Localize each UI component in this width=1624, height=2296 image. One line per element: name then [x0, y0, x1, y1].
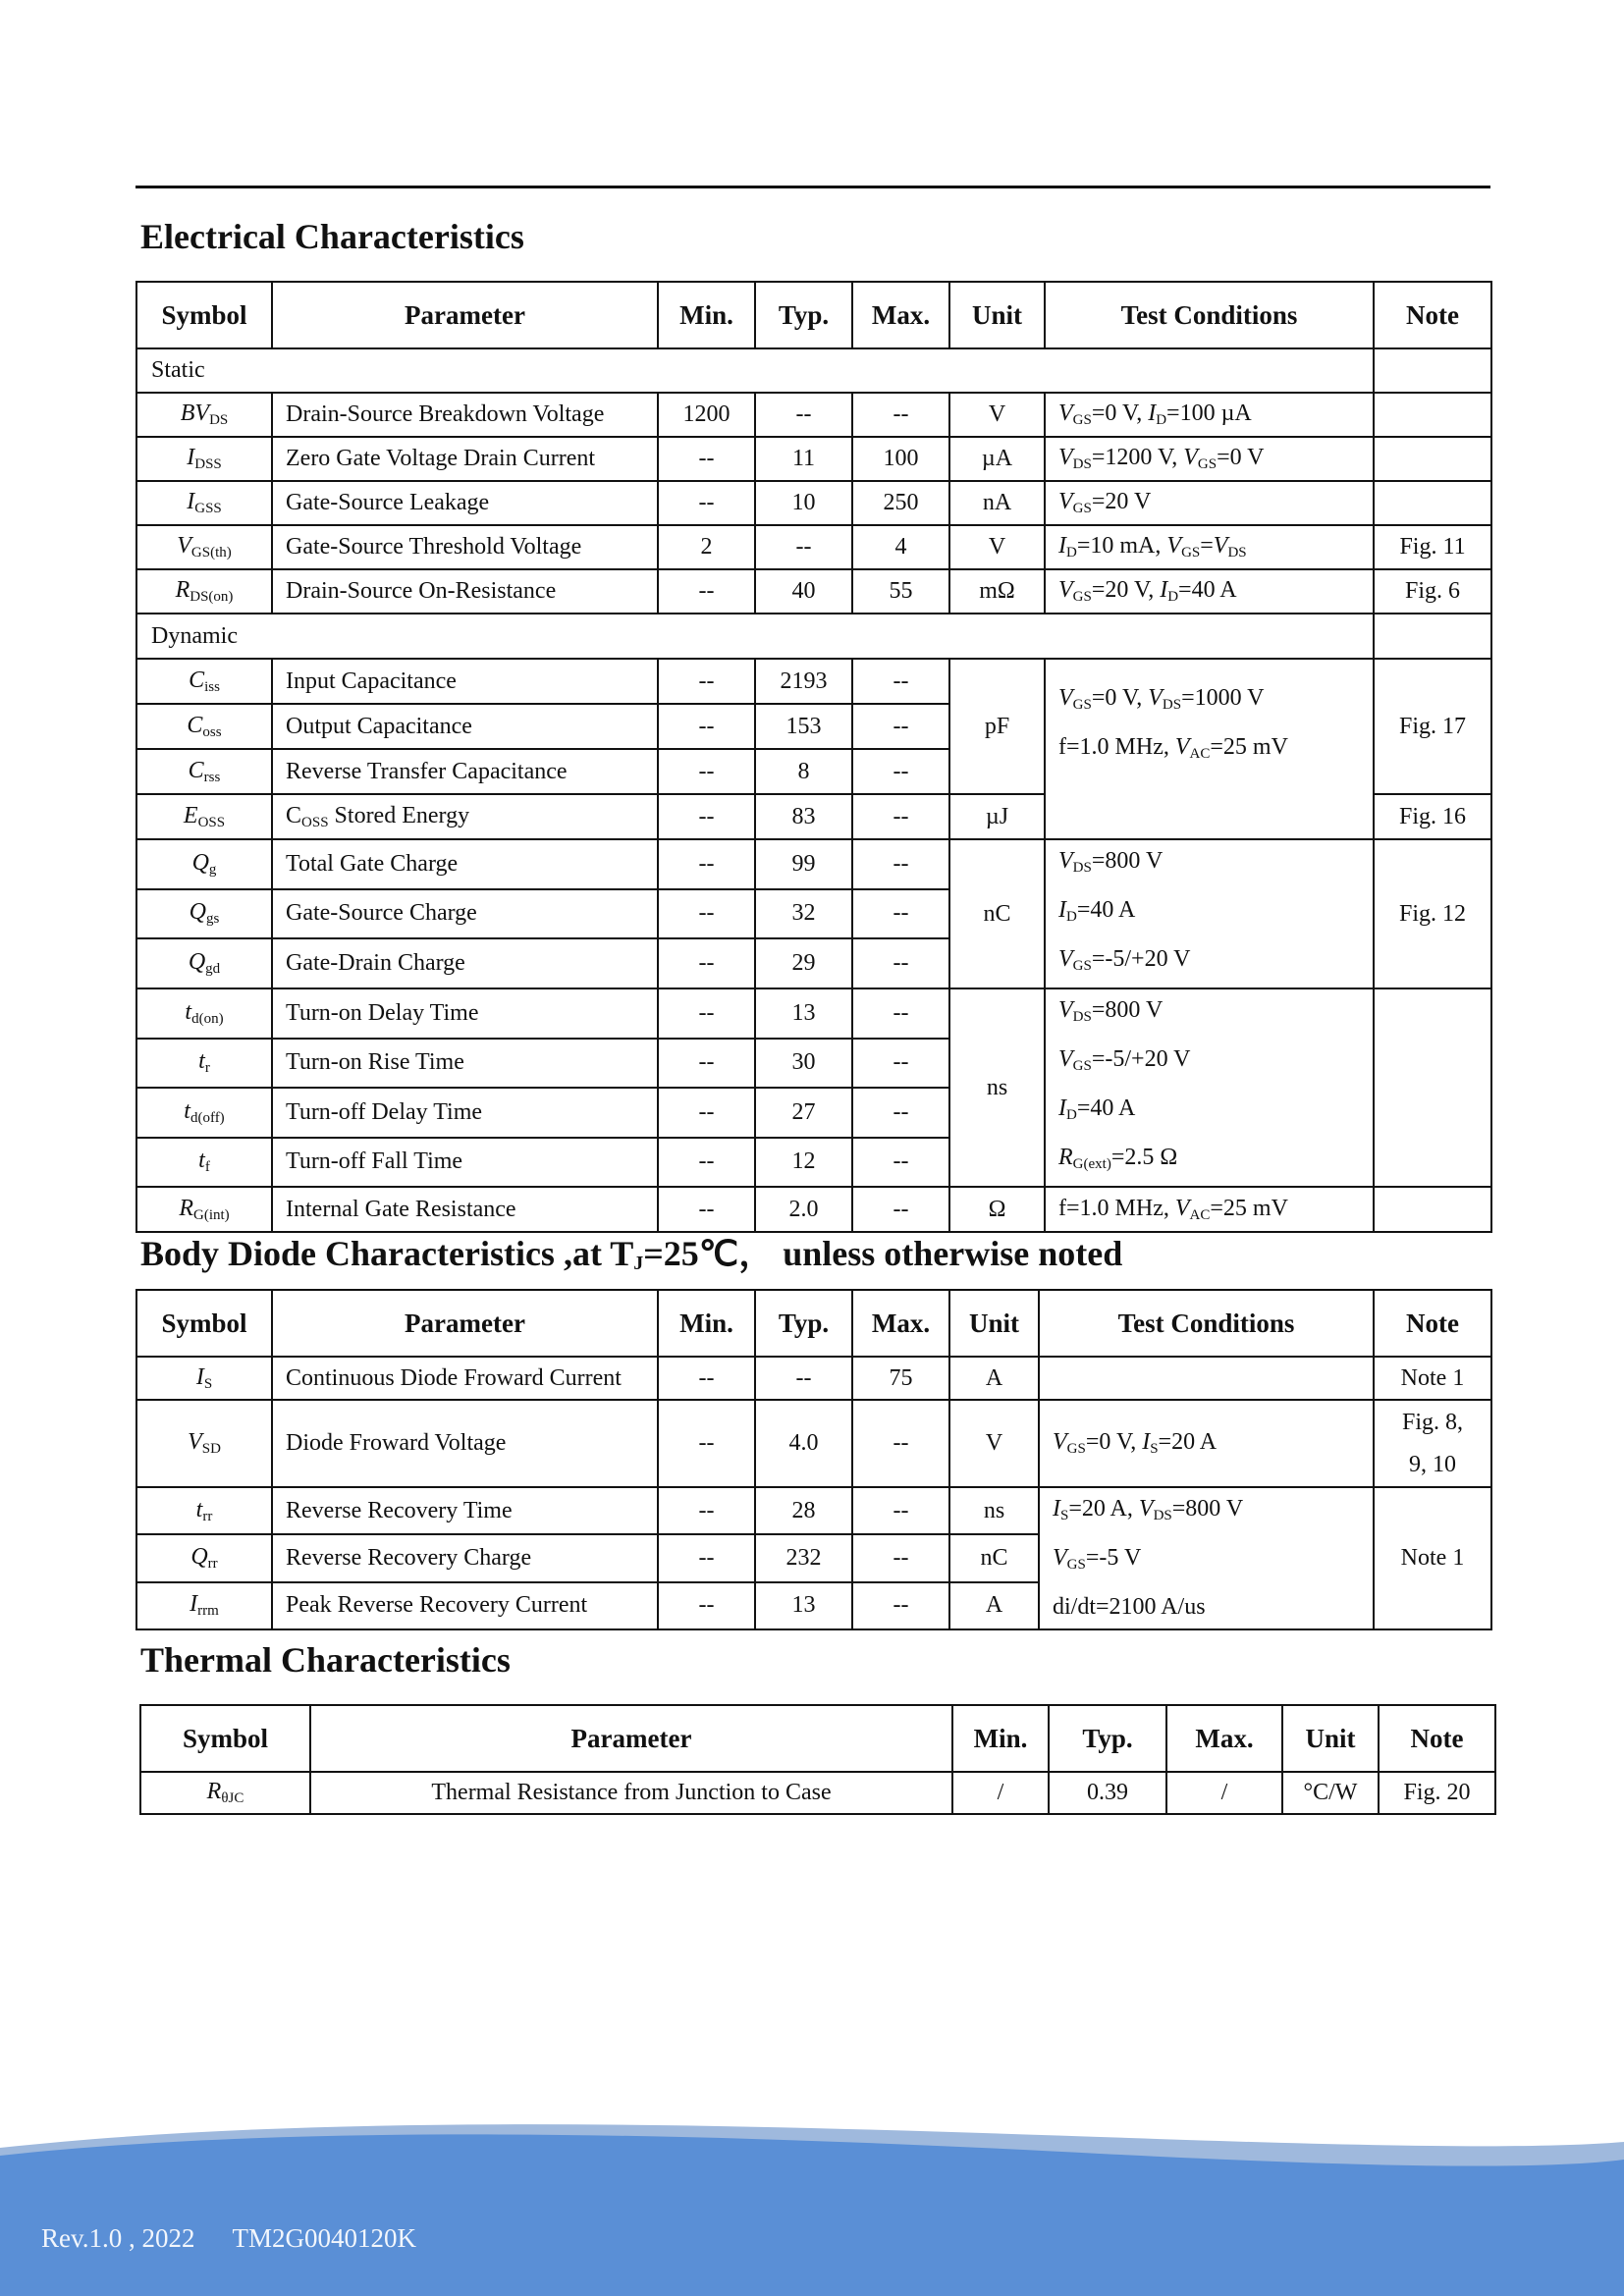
min-cell: -- [658, 659, 755, 704]
max-cell: -- [852, 659, 949, 704]
symbol-cell: $I_{DSS}$ [136, 437, 272, 481]
max-cell: -- [852, 1534, 949, 1581]
footer-text [41, 2223, 454, 2254]
section-title-body-diode: Body Diode Characteristics ,at $T_J=25℃$， unless otherwise noted [140, 1234, 1123, 1274]
parameter-cell: Gate-Drain Charge [272, 938, 658, 988]
header-parameter: Parameter [272, 282, 658, 348]
min-cell: -- [658, 1357, 755, 1400]
max-cell: -- [852, 839, 949, 889]
test-condition-cell: $V_{DS}=800$ V $I_D=40$ A $V_{GS}=-5/+20$ V [1045, 839, 1374, 988]
table-row [140, 1772, 1495, 1814]
test-condition-cell: $I_S=20$ A, $V_{DS}=800$ V $V_{GS}=-5$ V di/dt=2100 A/us [1039, 1487, 1374, 1629]
unit-cell: ns [949, 1487, 1039, 1534]
top-rule [135, 186, 1490, 188]
typ-cell: -- [755, 393, 852, 437]
typ-cell: -- [755, 1357, 852, 1400]
typ-cell: 83 [755, 794, 852, 839]
min-cell: -- [658, 1487, 755, 1534]
parameter-cell: Turn-on Rise Time [272, 1039, 658, 1089]
note-cell: Fig. 20 [1379, 1772, 1495, 1814]
test-condition-cell: $V_{GS}=20$ V [1045, 481, 1374, 525]
symbol-cell: $C_{rss}$ [136, 749, 272, 794]
typ-cell: 2.0 [755, 1187, 852, 1232]
header-symbol: Symbol [136, 282, 272, 348]
min-cell: -- [658, 794, 755, 839]
header-min: Min. [658, 1290, 755, 1357]
min-cell: -- [658, 569, 755, 614]
symbol-cell: $t_{rr}$ [136, 1487, 272, 1534]
header-typ: Typ. [1049, 1705, 1166, 1772]
symbol-cell: $BV_{DS}$ [136, 393, 272, 437]
symbol-cell: $t_{d(on)}$ [136, 988, 272, 1039]
typ-cell: -- [755, 525, 852, 569]
typ-cell: 11 [755, 437, 852, 481]
note-cell [1374, 437, 1491, 481]
typ-cell: 232 [755, 1534, 852, 1581]
parameter-cell: Internal Gate Resistance [272, 1187, 658, 1232]
parameter-cell: Gate-Source Threshold Voltage [272, 525, 658, 569]
unit-cell: V [949, 393, 1045, 437]
table-row [136, 1357, 1491, 1400]
typ-cell: 12 [755, 1138, 852, 1188]
parameter-cell: Diode Froward Voltage [272, 1400, 658, 1487]
section-title-thermal: Thermal Characteristics [140, 1640, 511, 1680]
unit-cell: A [949, 1357, 1039, 1400]
unit-cell: µJ [949, 794, 1045, 839]
parameter-cell: Zero Gate Voltage Drain Current [272, 437, 658, 481]
symbol-cell: $Q_{gs}$ [136, 889, 272, 939]
body-diode-table [135, 1289, 1492, 1630]
table-header-row [140, 1705, 1495, 1772]
test-condition-cell: $V_{DS}=1200$ V, $V_{GS}=0$ V [1045, 437, 1374, 481]
max-cell: -- [852, 1039, 949, 1089]
max-cell: -- [852, 938, 949, 988]
table-row [136, 481, 1491, 525]
typ-cell: 30 [755, 1039, 852, 1089]
header-symbol: Symbol [136, 1290, 272, 1357]
header-unit: Unit [1282, 1705, 1379, 1772]
max-cell: -- [852, 704, 949, 749]
min-cell: 1200 [658, 393, 755, 437]
max-cell: -- [852, 393, 949, 437]
table-header-row [136, 282, 1491, 348]
parameter-cell: Reverse Recovery Charge [272, 1534, 658, 1581]
symbol-cell: $Q_{gd}$ [136, 938, 272, 988]
parameter-cell: Drain-Source On-Resistance [272, 569, 658, 614]
header-max: Max. [1166, 1705, 1282, 1772]
header-unit: Unit [949, 1290, 1039, 1357]
typ-cell: 99 [755, 839, 852, 889]
note-cell: Fig. 17 [1374, 659, 1491, 794]
note-cell: Note 1 [1374, 1357, 1491, 1400]
min-cell: -- [658, 1039, 755, 1089]
min-cell: / [952, 1772, 1049, 1814]
header-unit: Unit [949, 282, 1045, 348]
typ-cell: 4.0 [755, 1400, 852, 1487]
unit-cell: µA [949, 437, 1045, 481]
min-cell: -- [658, 1534, 755, 1581]
parameter-cell: Input Capacitance [272, 659, 658, 704]
symbol-cell: $t_r$ [136, 1039, 272, 1089]
unit-cell: A [949, 1582, 1039, 1629]
test-condition-cell: $V_{GS}=0$ V, $I_S=20$ A [1039, 1400, 1374, 1487]
parameter-cell: Reverse Recovery Time [272, 1487, 658, 1534]
max-cell: -- [852, 794, 949, 839]
symbol-cell: $V_{GS(th)}$ [136, 525, 272, 569]
typ-cell: 10 [755, 481, 852, 525]
header-note: Note [1374, 1290, 1491, 1357]
group-row-dynamic [136, 614, 1491, 659]
max-cell: -- [852, 1582, 949, 1629]
parameter-cell: Output Capacitance [272, 704, 658, 749]
note-cell [1374, 988, 1491, 1187]
table-row [136, 525, 1491, 569]
parameter-cell: Thermal Resistance from Junction to Case [310, 1772, 952, 1814]
max-cell: -- [852, 1400, 949, 1487]
typ-cell: 40 [755, 569, 852, 614]
typ-cell: 13 [755, 988, 852, 1039]
parameter-cell: Reverse Transfer Capacitance [272, 749, 658, 794]
header-note: Note [1374, 282, 1491, 348]
parameter-cell: Peak Reverse Recovery Current [272, 1582, 658, 1629]
header-note: Note [1379, 1705, 1495, 1772]
typ-cell: 32 [755, 889, 852, 939]
test-condition-cell: $I_D=10$ mA, $V_{GS}=V_{DS}$ [1045, 525, 1374, 569]
table-row [136, 839, 1491, 889]
min-cell: -- [658, 889, 755, 939]
note-cell: Fig. 12 [1374, 839, 1491, 988]
parameter-cell: Gate-Source Charge [272, 889, 658, 939]
symbol-cell: $C_{oss}$ [136, 704, 272, 749]
parameter-cell: Drain-Source Breakdown Voltage [272, 393, 658, 437]
min-cell: -- [658, 938, 755, 988]
symbol-cell: $C_{iss}$ [136, 659, 272, 704]
min-cell: -- [658, 1138, 755, 1188]
header-parameter: Parameter [310, 1705, 952, 1772]
symbol-cell: $I_S$ [136, 1357, 272, 1400]
test-condition-cell: f=1.0 MHz, $V_{AC}=25$ mV [1045, 1187, 1374, 1232]
min-cell: -- [658, 1582, 755, 1629]
unit-cell: mΩ [949, 569, 1045, 614]
group-row-static [136, 348, 1491, 393]
max-cell: -- [852, 988, 949, 1039]
parameter-cell: Turn-on Delay Time [272, 988, 658, 1039]
typ-cell: 8 [755, 749, 852, 794]
group-label: Static [136, 348, 1374, 393]
typ-cell: 2193 [755, 659, 852, 704]
unit-cell: V [949, 1400, 1039, 1487]
header-typ: Typ. [755, 282, 852, 348]
max-cell: 250 [852, 481, 949, 525]
typ-cell: 27 [755, 1088, 852, 1138]
symbol-cell: $I_{GSS}$ [136, 481, 272, 525]
header-test-conditions: Test Conditions [1045, 282, 1374, 348]
typ-cell: 29 [755, 938, 852, 988]
test-condition-cell: $V_{GS}=0$ V, $V_{DS}=1000$ V f=1.0 MHz, $V_{AC}=25$ mV [1045, 659, 1374, 839]
symbol-cell: $E_{OSS}$ [136, 794, 272, 839]
min-cell: -- [658, 988, 755, 1039]
table-row [136, 659, 1491, 704]
unit-cell: pF [949, 659, 1045, 794]
max-cell: -- [852, 1187, 949, 1232]
footer-part-number: TM2G0040120K [232, 2223, 416, 2253]
typ-cell: 13 [755, 1582, 852, 1629]
unit-cell: nC [949, 1534, 1039, 1581]
min-cell: -- [658, 749, 755, 794]
min-cell: -- [658, 437, 755, 481]
thermal-table [139, 1704, 1496, 1815]
parameter-cell: Total Gate Charge [272, 839, 658, 889]
footer-revision: Rev.1.0 , 2022 [41, 2223, 195, 2253]
typ-cell: 153 [755, 704, 852, 749]
header-min: Min. [658, 282, 755, 348]
header-typ: Typ. [755, 1290, 852, 1357]
table-row [136, 988, 1491, 1039]
max-cell: 100 [852, 437, 949, 481]
table-row [136, 569, 1491, 614]
max-cell: -- [852, 1088, 949, 1138]
min-cell: -- [658, 1187, 755, 1232]
symbol-cell: $Q_{rr}$ [136, 1534, 272, 1581]
unit-cell: °C/W [1282, 1772, 1379, 1814]
note-cell: Fig. 8, 9, 10 [1374, 1400, 1491, 1487]
table-row [136, 393, 1491, 437]
typ-cell: 0.39 [1049, 1772, 1166, 1814]
note-cell: Fig. 6 [1374, 569, 1491, 614]
symbol-cell: $I_{rrm}$ [136, 1582, 272, 1629]
table-row [136, 1400, 1491, 1487]
header-max: Max. [852, 1290, 949, 1357]
group-label: Dynamic [136, 614, 1374, 659]
parameter-cell: Turn-off Fall Time [272, 1138, 658, 1188]
table-header-row [136, 1290, 1491, 1357]
min-cell: -- [658, 839, 755, 889]
table-row [136, 437, 1491, 481]
max-cell: 4 [852, 525, 949, 569]
test-condition-cell [1039, 1357, 1374, 1400]
unit-cell: V [949, 525, 1045, 569]
symbol-cell: $R_{G(int)}$ [136, 1187, 272, 1232]
typ-cell: 28 [755, 1487, 852, 1534]
max-cell: -- [852, 889, 949, 939]
min-cell: -- [658, 1400, 755, 1487]
symbol-cell: $t_{d(off)}$ [136, 1088, 272, 1138]
parameter-cell: Gate-Source Leakage [272, 481, 658, 525]
max-cell: -- [852, 749, 949, 794]
electrical-table [135, 281, 1492, 1233]
test-condition-cell: $V_{GS}=0$ V, $I_D=100$ µA [1045, 393, 1374, 437]
test-condition-cell: $V_{DS}=800$ V $V_{GS}=-5/+20$ V $I_D=40$ A $R_{G(ext)}=2.5$ Ω [1045, 988, 1374, 1187]
header-symbol: Symbol [140, 1705, 310, 1772]
note-cell: Fig. 11 [1374, 525, 1491, 569]
note-cell: Note 1 [1374, 1487, 1491, 1629]
min-cell: -- [658, 704, 755, 749]
note-cell [1374, 481, 1491, 525]
note-cell [1374, 1187, 1491, 1232]
symbol-cell: $R_{\theta JC}$ [140, 1772, 310, 1814]
max-cell: -- [852, 1138, 949, 1188]
parameter-cell: $C_{OSS}$ Stored Energy [272, 794, 658, 839]
note-cell [1374, 393, 1491, 437]
note-cell: Fig. 16 [1374, 794, 1491, 839]
symbol-cell: $t_f$ [136, 1138, 272, 1188]
parameter-cell: Continuous Diode Froward Current [272, 1357, 658, 1400]
header-test-conditions: Test Conditions [1039, 1290, 1374, 1357]
unit-cell: nA [949, 481, 1045, 525]
symbol-cell: $Q_g$ [136, 839, 272, 889]
symbol-cell: $R_{DS(on)}$ [136, 569, 272, 614]
max-cell: 75 [852, 1357, 949, 1400]
header-max: Max. [852, 282, 949, 348]
parameter-cell: Turn-off Delay Time [272, 1088, 658, 1138]
min-cell: -- [658, 481, 755, 525]
max-cell: 55 [852, 569, 949, 614]
test-condition-cell: $V_{GS}=20$ V, $I_D=40$ A [1045, 569, 1374, 614]
max-cell: / [1166, 1772, 1282, 1814]
header-min: Min. [952, 1705, 1049, 1772]
footer-wave [0, 2120, 1624, 2296]
section-title-electrical: Electrical Characteristics [140, 217, 524, 256]
unit-cell: ns [949, 988, 1045, 1187]
symbol-cell: $V_{SD}$ [136, 1400, 272, 1487]
header-parameter: Parameter [272, 1290, 658, 1357]
min-cell: -- [658, 1088, 755, 1138]
unit-cell: nC [949, 839, 1045, 988]
min-cell: 2 [658, 525, 755, 569]
unit-cell: Ω [949, 1187, 1045, 1232]
max-cell: -- [852, 1487, 949, 1534]
table-row [136, 1487, 1491, 1534]
